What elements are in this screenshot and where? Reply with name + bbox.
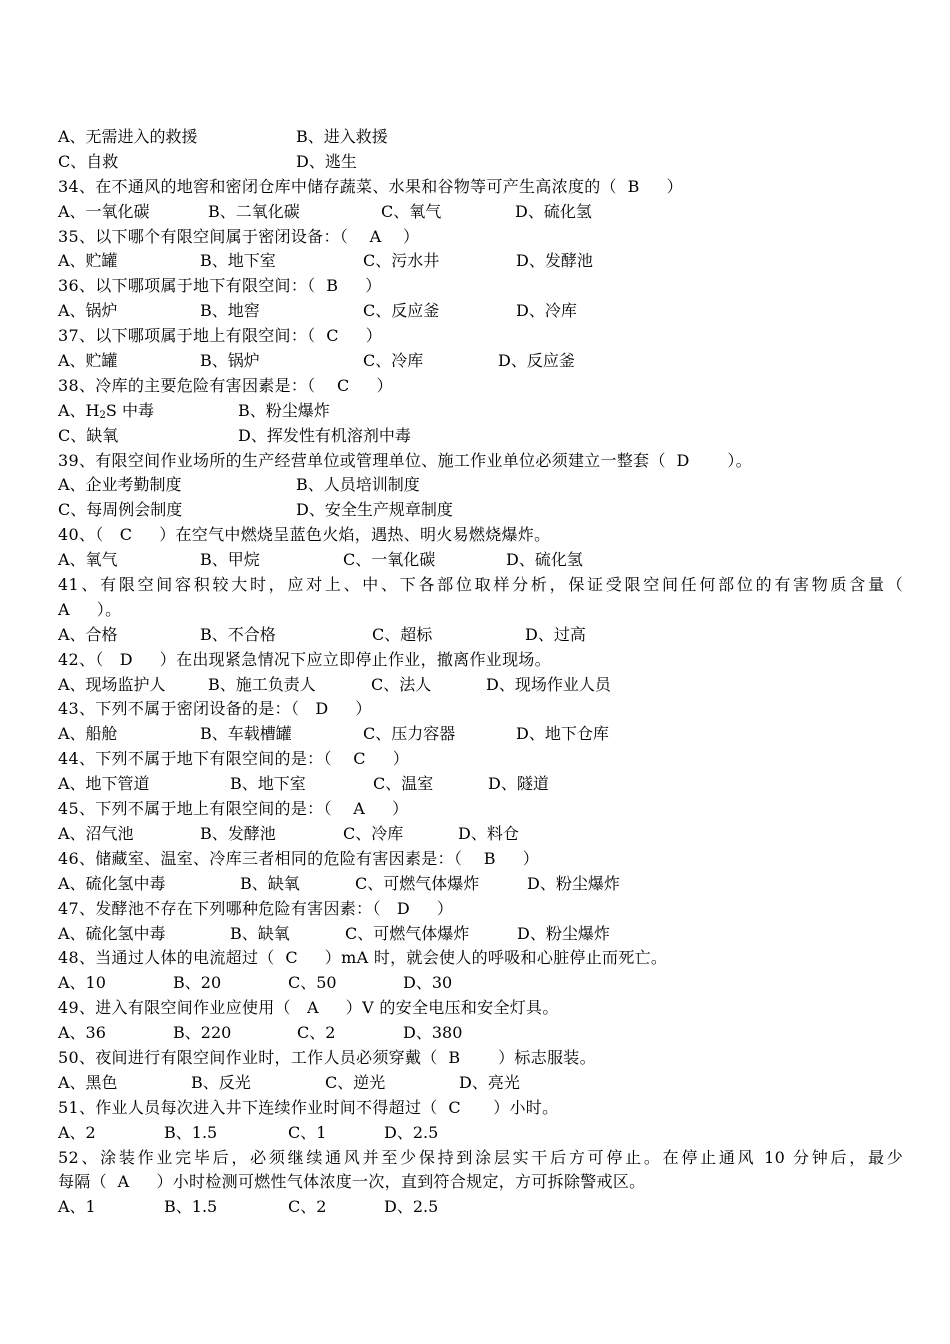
- option-item: B、1.5: [164, 1197, 218, 1217]
- option-item: A、硫化氢中毒: [58, 923, 166, 943]
- options-line: [58, 249, 903, 274]
- option-item: C、一氧化碳: [343, 550, 436, 570]
- option-item: C、温室: [373, 774, 434, 794]
- option-item: D、硫化氢: [515, 201, 592, 221]
- question-line: 35、以下哪个有限空间属于密闭设备：（ A ）: [58, 226, 420, 246]
- option-item: D、硫化氢: [506, 550, 583, 570]
- options-line: [58, 299, 903, 324]
- question-line: 46、储藏室、温室、冷库三者相同的危险有害因素是：（ B ）: [58, 848, 539, 868]
- option-item: C、法人: [371, 674, 432, 694]
- options-line: [58, 399, 903, 424]
- option-item: D、逃生: [296, 151, 357, 171]
- option-item: B、1.5: [164, 1122, 218, 1142]
- options-line: [58, 498, 903, 523]
- options-line: [58, 1121, 903, 1146]
- option-item: B、缺氧: [240, 873, 300, 893]
- question-line: 43、下列不属于密闭设备的是：（ D ）: [58, 699, 372, 719]
- option-item: D、料仓: [458, 823, 519, 843]
- option-item: B、20: [173, 973, 222, 993]
- option-item: A、锅炉: [58, 301, 118, 321]
- option-item: B、地下室: [230, 774, 306, 794]
- options-line: [58, 1195, 903, 1220]
- option-item: B、人员培训制度: [296, 475, 420, 495]
- option-item: D、380: [403, 1023, 463, 1043]
- option-item: C、缺氧: [58, 425, 119, 445]
- option-item: D、30: [403, 973, 453, 993]
- option-item: D、隧道: [488, 774, 549, 794]
- option-item: B、不合格: [200, 624, 276, 644]
- option-item: A、36: [58, 1023, 106, 1043]
- option-item: A、1: [58, 1197, 96, 1217]
- question-line: 每隔（ A ）小时检测可燃性气体浓度一次，直到符合规定，方可拆除警戒区。: [58, 1172, 646, 1192]
- question-line: 42、（ D ）在出现紧急情况下应立即停止作业，撤离作业现场。: [58, 649, 551, 669]
- options-line: [58, 424, 903, 449]
- option-item: D、亮光: [459, 1072, 520, 1092]
- option-item: A、现场监护人: [58, 674, 166, 694]
- options-line: [58, 349, 903, 374]
- option-item: A、贮罐: [58, 251, 118, 271]
- option-item: C、污水井: [363, 251, 440, 271]
- option-item: C、2: [288, 1197, 327, 1217]
- option-item: A、合格: [58, 624, 118, 644]
- option-item: B、缺氧: [230, 923, 290, 943]
- option-item: D、现场作业人员: [486, 674, 611, 694]
- option-item: C、冷库: [343, 823, 404, 843]
- option-item: B、粉尘爆炸: [238, 400, 330, 420]
- options-line: [58, 872, 903, 897]
- question-line: 48、当通过人体的电流超过（ C ）mA 时，就会使人的呼吸和心脏停止而死亡。: [58, 948, 668, 968]
- options-line: [58, 722, 903, 747]
- option-item: B、发酵池: [200, 823, 276, 843]
- options-line: [58, 473, 903, 498]
- option-item: A、$H_2S$ 中毒: [58, 400, 154, 421]
- option-item: B、施工负责人: [208, 674, 316, 694]
- question-line: 44、下列不属于地下有限空间的是：（ C ）: [58, 749, 410, 769]
- option-item: A、2: [58, 1122, 96, 1142]
- options-line: [58, 200, 903, 225]
- question-line: 36、以下哪项属于地下有限空间：（ B ）: [58, 276, 382, 296]
- option-item: A、10: [58, 973, 106, 993]
- question-line: 49、进入有限空间作业应使用（ A ）V 的安全电压和安全灯具。: [58, 998, 559, 1018]
- option-item: B、甲烷: [200, 550, 260, 570]
- question-line: 41、有限空间容积较大时，应对上、中、下各部位取样分析，保证受限空间任何部位的有害物质含量（: [58, 575, 903, 595]
- question-line: 37、以下哪项属于地上有限空间：（ C ）: [58, 326, 383, 346]
- option-item: A、企业考勤制度: [58, 475, 182, 495]
- options-line: [58, 150, 903, 175]
- option-item: A、一氧化碳: [58, 201, 150, 221]
- options-line: [58, 922, 903, 947]
- option-item: D、过高: [525, 624, 586, 644]
- option-item: C、冷库: [363, 351, 424, 371]
- option-item: D、2.5: [384, 1122, 439, 1142]
- question-line: 40、（ C ）在空气中燃烧呈蓝色火焰，遇热、明火易燃烧爆炸。: [58, 525, 551, 545]
- options-line: [58, 772, 903, 797]
- question-line: 51、作业人员每次进入井下连续作业时间不得超过（ C ）小时。: [58, 1097, 559, 1117]
- options-line: [58, 548, 903, 573]
- option-item: B、二氧化碳: [208, 201, 300, 221]
- option-item: C、氧气: [381, 201, 442, 221]
- option-item: B、地窖: [200, 301, 260, 321]
- option-item: B、锅炉: [200, 351, 260, 371]
- option-item: D、2.5: [384, 1197, 439, 1217]
- option-item: C、反应釜: [363, 301, 440, 321]
- option-item: B、车载槽罐: [200, 724, 292, 744]
- question-line: 38、冷库的主要危险有害因素是：（ C ）: [58, 375, 393, 395]
- option-item: A、沼气池: [58, 823, 134, 843]
- question-line: 52、涂装作业完毕后，必须继续通风并至少保持到涂层实干后方可停止。在停止通风 10 分钟后，最少: [58, 1147, 903, 1167]
- options-line: [58, 125, 903, 150]
- option-item: B、进入救援: [296, 127, 388, 146]
- question-line: 39、有限空间作业场所的生产经营单位或管理单位、施工作业单位必须建立一整套（ D ）。: [58, 450, 752, 470]
- option-item: D、安全生产规章制度: [296, 500, 453, 520]
- option-item: C、2: [297, 1023, 336, 1043]
- option-item: D、冷库: [516, 301, 577, 321]
- option-item: B、地下室: [200, 251, 276, 271]
- option-item: C、超标: [372, 624, 433, 644]
- options-line: [58, 1021, 903, 1046]
- exam-document: [58, 125, 903, 1220]
- question-line: A ）。: [58, 599, 122, 619]
- option-item: A、硫化氢中毒: [58, 873, 166, 893]
- option-item: D、发酵池: [516, 251, 593, 271]
- option-item: D、粉尘爆炸: [517, 923, 610, 943]
- option-item: C、压力容器: [363, 724, 456, 744]
- option-item: C、可燃气体爆炸: [355, 873, 480, 893]
- question-line: 47、发酵池不存在下列哪种危险有害因素：（ D ）: [58, 898, 454, 918]
- option-item: A、无需进入的救援: [58, 127, 198, 146]
- option-item: A、黑色: [58, 1072, 118, 1092]
- option-item: C、50: [288, 973, 337, 993]
- question-line: 45、下列不属于地上有限空间的是：（ A ）: [58, 799, 409, 819]
- option-item: A、贮罐: [58, 351, 118, 371]
- option-item: C、1: [288, 1122, 327, 1142]
- option-item: D、地下仓库: [516, 724, 609, 744]
- option-item: C、逆光: [325, 1072, 386, 1092]
- option-item: A、氧气: [58, 550, 118, 570]
- options-line: [58, 623, 903, 648]
- question-line: 50、夜间进行有限空间作业时，工作人员必须穿戴（ B ）标志服装。: [58, 1047, 596, 1067]
- option-item: D、粉尘爆炸: [527, 873, 620, 893]
- option-item: C、自救: [58, 151, 119, 171]
- options-line: [58, 1071, 903, 1096]
- option-item: B、反光: [191, 1072, 251, 1092]
- options-line: [58, 971, 903, 996]
- option-item: C、可燃气体爆炸: [345, 923, 470, 943]
- option-item: C、每周例会制度: [58, 500, 183, 520]
- question-line: 34、在不通风的地窖和密闭仓库中储存蔬菜、水果和谷物等可产生高浓度的（ B ）: [58, 176, 683, 196]
- option-item: B、220: [173, 1023, 232, 1043]
- option-item: A、船舱: [58, 724, 118, 744]
- options-line: [58, 673, 903, 698]
- option-item: D、挥发性有机溶剂中毒: [238, 425, 411, 445]
- option-item: D、反应釜: [498, 351, 575, 371]
- option-item: A、地下管道: [58, 774, 150, 794]
- options-line: [58, 822, 903, 847]
